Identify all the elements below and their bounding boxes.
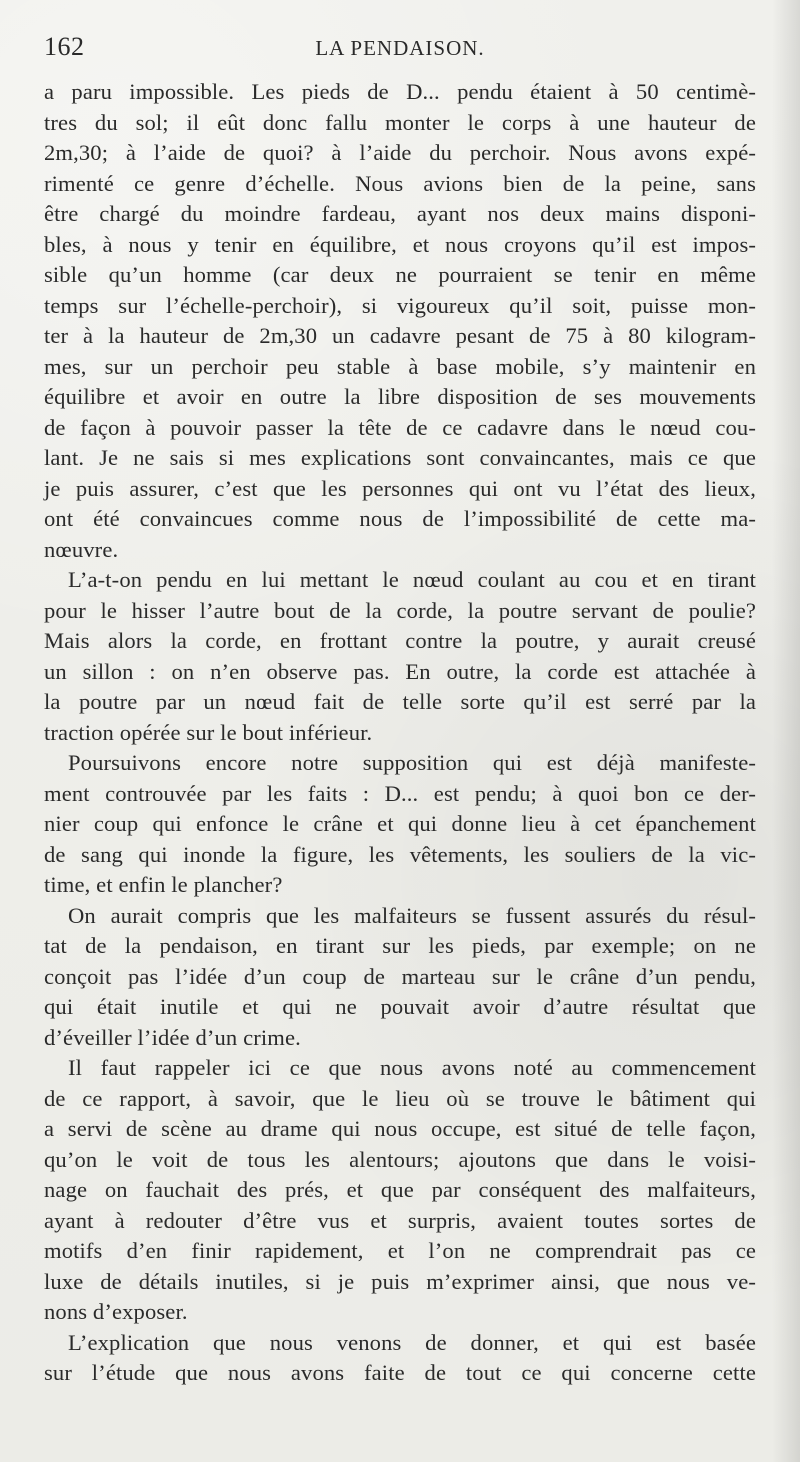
text-line: pour le hisser l’autre bout de la corde, la poutre servant de poulie? [44,597,756,623]
text-line: On aurait compris que les malfaiteurs se fussent assurés du résul- [68,902,756,928]
text-line: d’éveiller l’idée d’un crime. [44,1024,301,1050]
text-line: de sang qui inonde la figure, les vêtements, les souliers de la vic- [44,841,756,867]
text-line: a servi de scène au drame qui nous occupe, est situé de telle façon, [44,1116,756,1141]
text-line: a paru impossible. Les pieds de D... pendu étaient à 50 centimè- [44,79,756,104]
text-line: time, et enfin le plancher? [44,872,283,897]
paragraph [44,1328,756,1389]
page-header [44,30,756,66]
page-body [44,77,756,1389]
text-line: luxe de détails inutiles, si je puis m’exprimer ainsi, que nous ve- [44,1268,756,1294]
text-line: L’a-t-on pendu en lui mettant le nœud coulant au cou et en tirant [68,567,756,592]
text-line: lant. Je ne sais si mes explications sont convaincantes, mais ce que [44,445,756,470]
text-line: équilibre et avoir en outre la libre disposition de ses mouvements [44,384,756,409]
page-number: 162 [44,32,85,61]
text-line: nons d’exposer. [44,1299,188,1324]
text-line: ont été convaincues comme nous de l’impossibilité de cette ma- [44,506,756,531]
text-line: temps sur l’échelle-perchoir), si vigoureux qu’il soit, puisse mon- [44,292,756,318]
text-line: sible qu’un homme (car deux ne pourraient se tenir en même [44,262,756,287]
text-line: rimenté ce genre d’échelle. Nous avions bien de la peine, sans [44,170,756,196]
text-line: je puis assurer, c’est que les personnes qui ont vu l’état des lieux, [44,475,756,501]
text-line: Il faut rappeler ici ce que nous avons noté au commencement [68,1055,756,1080]
text-line: ayant à redouter d’être vus et surpris, avaient toutes sortes de [44,1207,756,1233]
text-line: sur l’étude que nous avons faite de tout ce qui concerne cette [44,1360,756,1385]
text-line: un sillon : on n’en observe pas. En outre, la corde est attachée à [44,658,756,684]
text-line: qu’on le voit de tous les alentours; ajoutons que dans le voisi- [44,1146,756,1172]
text-line: nage on fauchait des prés, et que par conséquent des malfaiteurs, [44,1177,756,1202]
text-line: la poutre par un nœud fait de telle sorte qu’il est serré par la [44,689,756,714]
text-line: nier coup qui enfonce le crâne et qui donne lieu à cet épanchement [44,811,756,836]
text-line: conçoit pas l’idée d’un coup de marteau sur le crâne d’un pendu, [44,963,756,989]
text-line: 2m,30; à l’aide de quoi? à l’aide du perchoir. Nous avons expé- [44,140,756,165]
text-line: Poursuivons encore notre supposition qui est déjà manifeste- [68,750,756,775]
text-line: qui était inutile et qui ne pouvait avoir d’autre résultat que [44,994,756,1019]
text-line: ter à la hauteur de 2m,30 un cadavre pesant de 75 à 80 kilogram- [44,323,756,348]
text-line: de ce rapport, à savoir, que le lieu où se trouve le bâtiment qui [44,1085,756,1111]
text-line: tres du sol; il eût donc fallu monter le corps à une hauteur de [44,109,756,135]
text-line: de façon à pouvoir passer la tête de ce cadavre dans le nœud cou- [44,414,756,440]
paragraph [44,77,756,565]
text-line: être chargé du moindre fardeau, ayant nos deux mains disponi- [44,201,756,226]
text-line: L’explication que nous venons de donner, et qui est basée [68,1329,756,1355]
text-line: tat de la pendaison, en tirant sur les pieds, par exemple; on ne [44,933,756,958]
text-line: bles, à nous y tenir en équilibre, et nous croyons qu’il est impos- [44,231,756,257]
text-line: traction opérée sur le bout inférieur. [44,719,373,745]
text-line: nœuvre. [44,536,119,562]
text-line: motifs d’en finir rapidement, et l’on ne comprendrait pas ce [44,1238,756,1263]
paragraph [44,565,756,748]
running-title: LA PENDAISON. [315,36,485,60]
text-line: ment controuvée par les faits : D... est pendu; à quoi bon ce der- [44,780,756,806]
paragraph [44,901,756,1054]
paragraph [44,1053,756,1328]
paragraph [44,748,756,901]
text-line: Mais alors la corde, en frottant contre la poutre, y aurait creusé [44,628,756,653]
text-line: mes, sur un perchoir peu stable à base mobile, s’y maintenir en [44,353,756,379]
